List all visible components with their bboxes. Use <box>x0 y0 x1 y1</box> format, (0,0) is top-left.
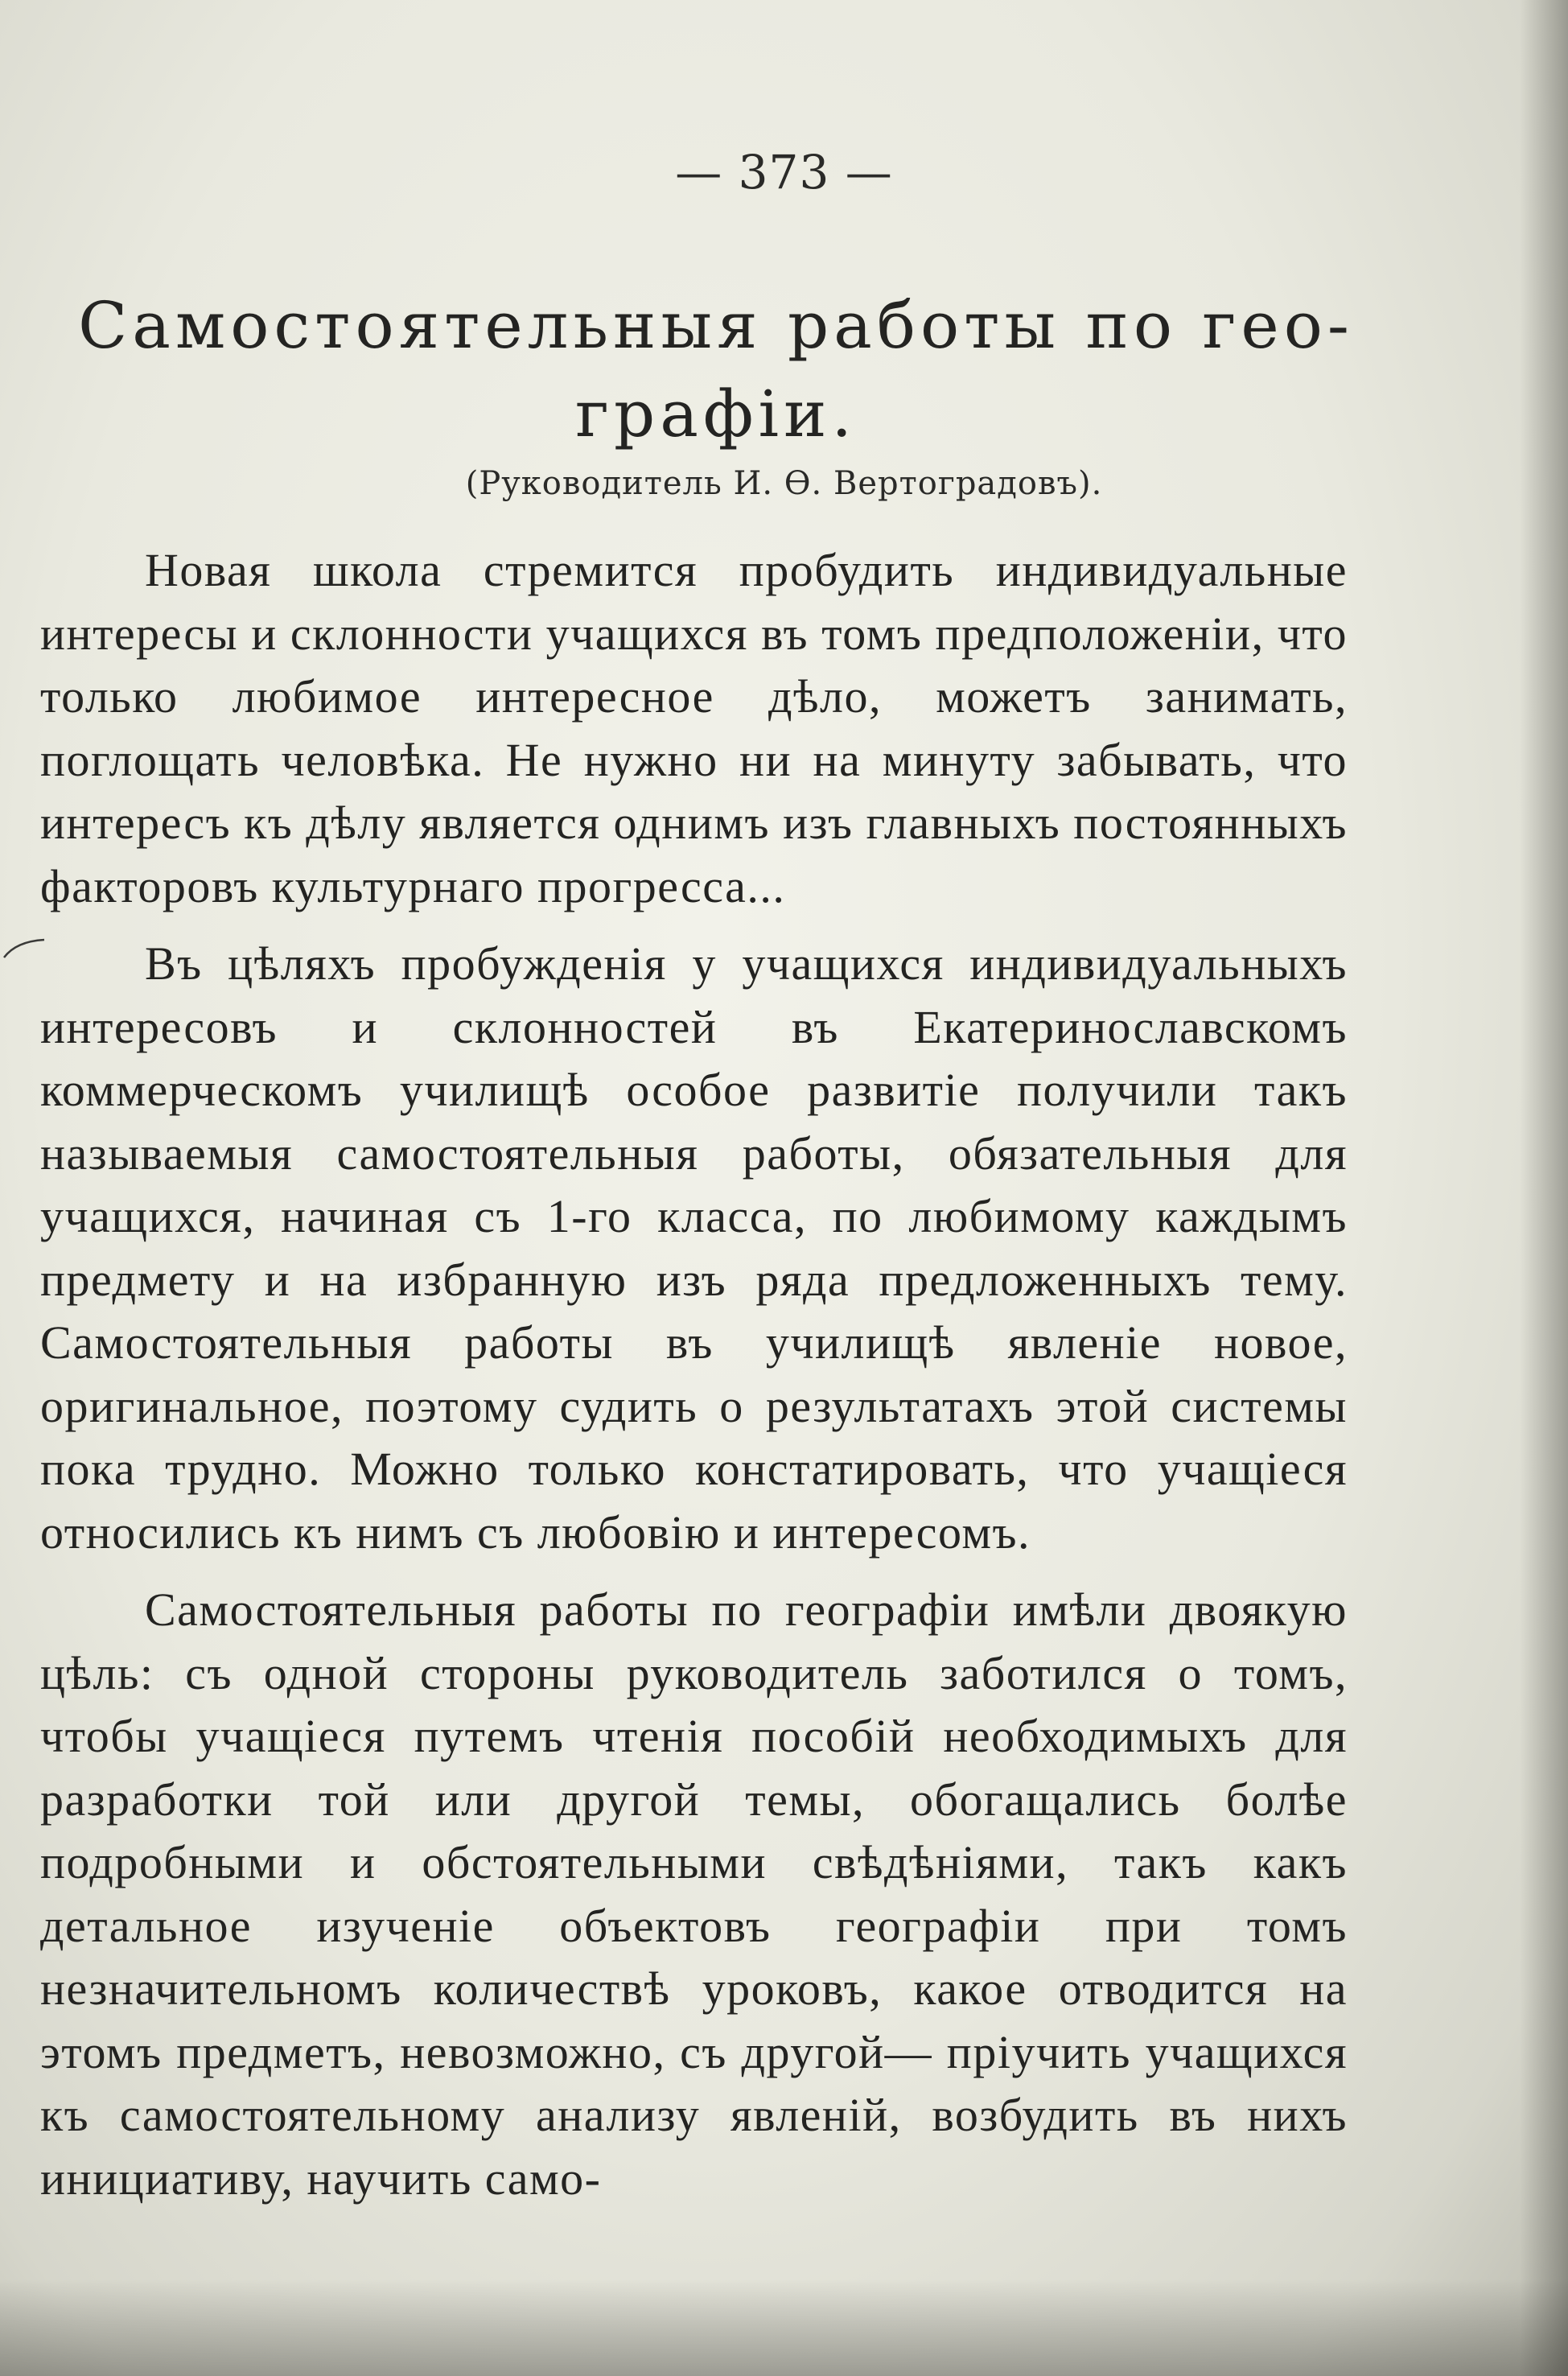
paragraph-3: Самостоятельныя работы по географіи имѣли двоякую цѣль: съ одной стороны руководитель заботился о томъ, чтобы учащіеся путемъ чтенія пособій необходимыхъ для разработки той или другой темы, обогащались болѣе подробными и обстоятельными свѣдѣніями, такъ какъ детальное изученіе объектовъ географіи при томъ незначительномъ количествѣ уроковъ, какое отводится на этомъ предметъ, невозможно, съ другой— пріучить учащихся къ самостоятельному анализу явленій, возбудить въ нихъ инициативу, научить само- <box>40 1583 1348 2205</box>
pencil-mark-icon <box>0 933 48 966</box>
article-title: Самостоятельныя работы по гео-графіи. <box>78 288 1354 451</box>
article-subtitle: (Руководитель И. Ѳ. Вертоградовъ). <box>465 465 1103 502</box>
paragraph-1: Новая школа стремится пробудить индивидуальные интересы и склонности учащихся въ томъ предположеніи, что только любимое интересное дѣло, можетъ занимать, поглощать человѣка. Не нужно ни на минуту забывать, что интересъ къ дѣлу является однимъ изъ главныхъ постоянныхъ факторовъ культурнаго прогресса... <box>40 544 1348 912</box>
paragraph-2: Въ цѣляхъ пробужденія у учащихся индивидуальныхъ интересовъ и склонностей въ Екатеринославскомъ коммерческомъ училищѣ особое развитіе получили такъ называемыя самостоятельныя работы, обязательныя для учащихся, начиная съ 1-го класса, по любимому каждымъ предмету и на избранную изъ ряда предложенныхъ тему. Самостоятельныя работы въ училищѣ явленіе новое, оригинальное, поэтому судить о результатахъ этой системы пока трудно. Можно только констатировать, что учащіеся относились къ нимъ съ любовію и интересомъ. <box>40 937 1348 1559</box>
page-number: — 373 — <box>675 145 893 200</box>
page-edge-shadow <box>0 2279 1568 2376</box>
article-body <box>40 539 1348 2225</box>
